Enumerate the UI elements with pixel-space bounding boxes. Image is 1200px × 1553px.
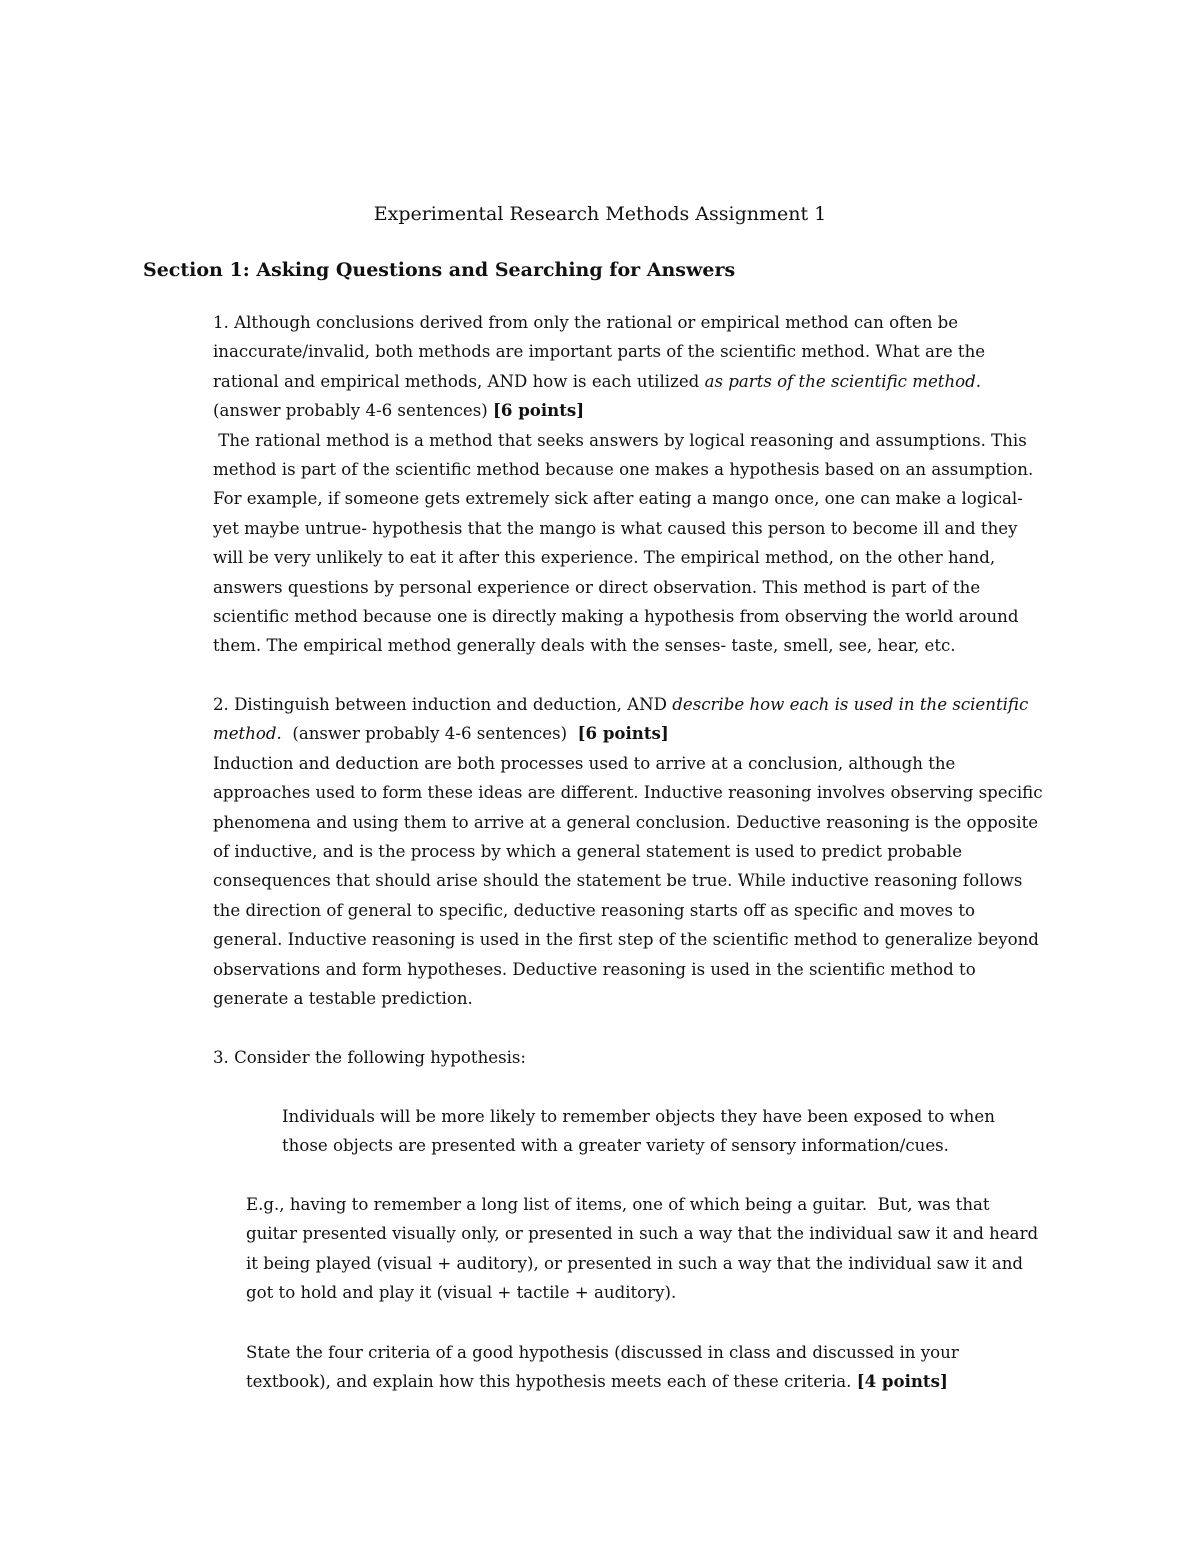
q2-prompt-emphasis: method. [213,724,282,744]
q3-task-line [246,1367,1066,1396]
q1-answer-line: answers questions by personal experience or direct observation. This method is part of the [213,577,981,597]
q3-hypothesis-line: Individuals will be more likely to remember objects they have been exposed to when [282,1107,995,1126]
q1-prompt-line: inaccurate/invalid, both methods are important parts of the scientific method. What are the [213,342,986,362]
question-2 [213,690,1073,1013]
q2-answer-line: consequences that should arise should the statement be true. While inductive reasoning follows [213,871,1023,891]
q1-answer-line: The rational method is a method that seeks answers by logical reasoning and assumptions. This [213,430,1027,450]
q3-task-line: State the four criteria of a good hypothesis (discussed in class and discussed in your [246,1343,959,1362]
q3-prompt-line: 3. Consider the following hypothesis: [213,1048,527,1067]
document-title: Experimental Research Methods Assignment 1 [373,203,827,225]
question-1 [213,308,1073,661]
question-3-prompt [213,1043,1073,1072]
q3-example-line: it being played (visual + auditory), or presented in such a way that the individual saw it and [246,1253,1023,1273]
q2-prompt-text: 2. Distinguish between induction and deduction, AND [213,695,673,714]
q1-answer-line: method is part of the scientific method because one makes a hypothesis based on an assumption. [213,460,1034,480]
q1-prompt-text: rational and empirical methods, AND how is each utilized [213,371,705,391]
q3-points: [4 points] [856,1371,948,1392]
q1-answer-line: yet maybe untrue- hypothesis that the mango is what caused this person to become ill and they [213,518,1018,538]
q3-example-line: E.g., having to remember a long list of items, one of which being a guitar. But, was that [246,1195,990,1214]
q2-prompt-text: (answer probably 4-6 sentences) [281,724,578,744]
q1-points: [6 points] [493,400,585,421]
q2-answer-line: Induction and deduction are both processes used to arrive at a conclusion, although the [213,753,956,773]
q2-answer-line: generate a testable prediction. [213,989,473,1009]
q2-points: [6 points] [577,723,669,744]
q2-prompt-line [213,690,1073,719]
q3-hypothesis [282,1102,1062,1161]
q2-answer-line: phenomena and using them to arrive at a general conclusion. Deductive reasoning is the opposite [213,812,1039,832]
q2-answer-line: of inductive, and is the process by which a general statement is used to predict probable [213,842,963,862]
q1-prompt-line [213,367,1073,396]
q3-task-text: textbook), and explain how this hypothesis meets each of these criteria. [246,1372,857,1392]
q3-example [246,1190,1066,1308]
q1-prompt-text: (answer probably 4-6 sentences) [213,401,494,421]
q2-answer-line: observations and form hypotheses. Deductive reasoning is used in the scientific method to [213,959,976,979]
q2-prompt-emphasis: describe how each is used in the scientific [672,695,1029,714]
q2-prompt-line [213,719,1073,748]
q2-answer-line: approaches used to form these ideas are different. Inductive reasoning involves observing specific [213,783,1043,803]
q1-answer-line: will be very unlikely to eat it after this experience. The empirical method, on the other hand, [213,548,996,568]
q3-example-line: guitar presented visually only, or presented in such a way that the individual saw it and heard [246,1224,1039,1244]
q3-hypothesis-line: those objects are presented with a greater variety of sensory information/cues. [282,1136,949,1156]
q2-answer-line: the direction of general to specific, deductive reasoning starts off as specific and moves to [213,900,975,920]
q1-prompt-line: 1. Although conclusions derived from only the rational or empirical method can often be [213,313,959,332]
q1-answer-line: them. The empirical method generally deals with the senses- taste, smell, see, hear, etc. [213,636,956,656]
section-heading: Section 1: Asking Questions and Searching for Answers [143,259,736,281]
q2-answer-line: general. Inductive reasoning is used in the first step of the scientific method to generalize beyond [213,930,1039,950]
q3-task [246,1338,1066,1397]
q1-prompt-emphasis: as parts of the scientific method. [704,371,982,391]
q1-prompt-line [213,396,1073,425]
q3-example-line: got to hold and play it (visual + tactile + auditory). [246,1283,677,1303]
q1-answer-line: scientific method because one is directly making a hypothesis from observing the world around [213,607,1019,627]
q1-answer-line: For example, if someone gets extremely sick after eating a mango once, one can make a logical- [213,489,1023,509]
